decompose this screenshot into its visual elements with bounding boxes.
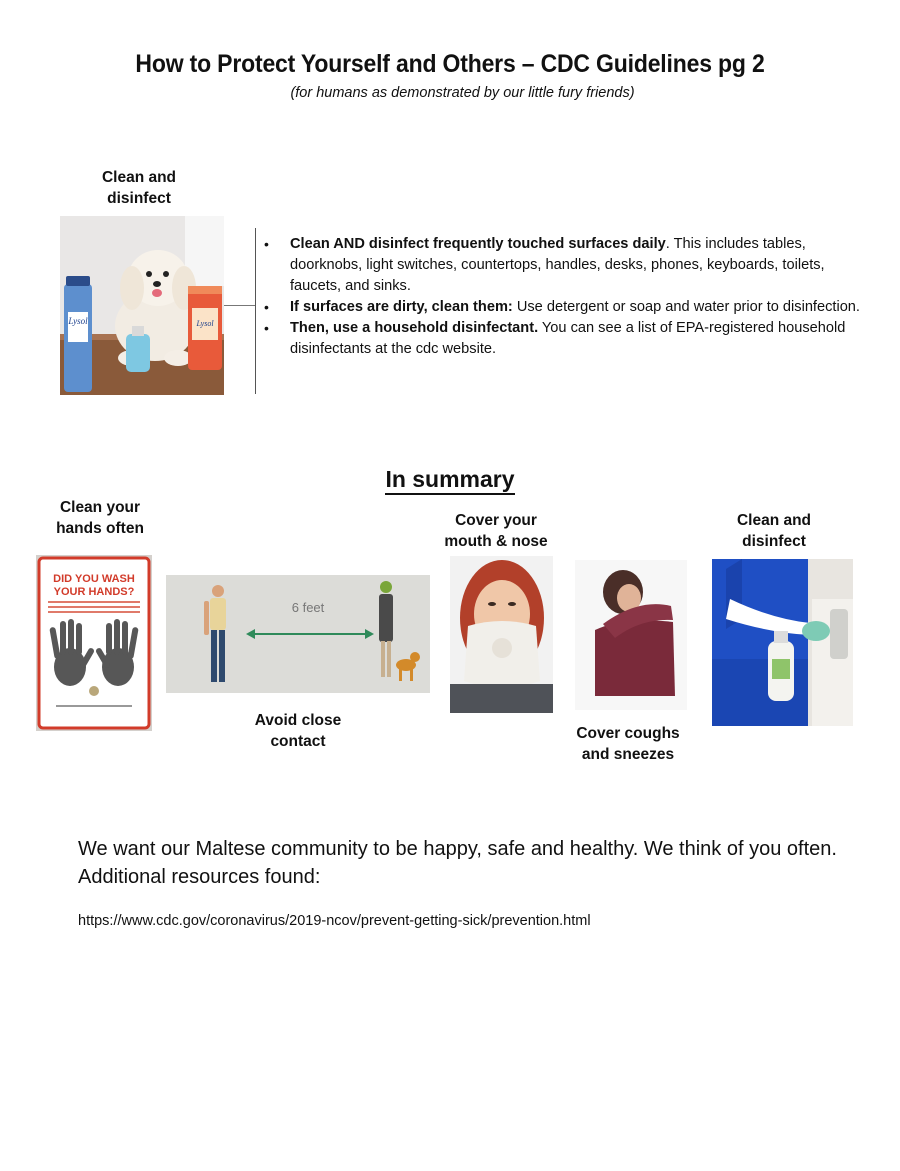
bullet-dot-icon: •	[264, 320, 269, 336]
closing-message	[78, 835, 858, 891]
sign-text-line2: YOUR HANDS?	[53, 586, 135, 598]
page-title: How to Protect Yourself and Others – CDC Guidelines pg 2	[135, 50, 765, 78]
lysol-label-left: Lysol	[68, 316, 88, 326]
cleaning-worker-image	[712, 559, 853, 726]
cough-caption: Cover coughs and sneezes	[576, 725, 680, 763]
social-distance-image	[166, 575, 430, 693]
bullets-divider	[255, 228, 256, 394]
dog-with-disinfectants-image	[60, 216, 224, 395]
cover-cough-image	[575, 560, 687, 710]
bullet-item: • If surfaces are dirty, clean them: Use detergent or soap and water prior to disinfection.	[262, 297, 862, 318]
cdc-resource-link[interactable]: https://www.cdc.gov/coronavirus/2019-ncov/prevent-getting-sick/prevention.html	[78, 913, 591, 929]
clean-caption	[80, 167, 198, 209]
closing-line1: We want our Maltese community to be happy, safe and healthy. We think of you often.	[78, 838, 837, 860]
face-mask-image	[450, 556, 553, 713]
bullet-item: • Clean AND disinfect frequently touched surfaces daily. This includes tables, doorknobs, light switches, countertops, handles, desks, phones, keyboards, toilets, faucets, and sinks.	[264, 236, 825, 294]
mask-caption: Cover your mouth & nose	[444, 512, 548, 550]
sign-text-line1: DID YOU WASH	[53, 573, 135, 585]
distance-label: 6 feet	[291, 600, 325, 615]
lysol-label-right: Lysol	[196, 319, 214, 328]
wash-hands-sign-image	[36, 555, 152, 731]
disinfect-caption: Clean and disinfect	[736, 512, 812, 550]
distance-caption: Avoid close contact	[254, 712, 342, 750]
summary-heading: In summary	[0, 466, 900, 493]
clean-caption-line1: Clean and	[101, 169, 177, 186]
connector-line	[224, 305, 255, 306]
bullet-dot-icon: •	[264, 299, 269, 315]
hands-caption: Clean your hands often	[56, 499, 144, 537]
bullet-dot-icon: •	[264, 236, 269, 252]
closing-line2: Additional resources found:	[78, 866, 321, 888]
clean-bullet-list	[262, 234, 862, 360]
bullet-item: • Then, use a household disinfectant. You can see a list of EPA-registered household disinfectants at the cdc website.	[264, 320, 846, 357]
page-subtitle: (for humans as demonstrated by our little fury friends)	[290, 85, 635, 101]
clean-caption-line2: disinfect	[107, 190, 171, 207]
